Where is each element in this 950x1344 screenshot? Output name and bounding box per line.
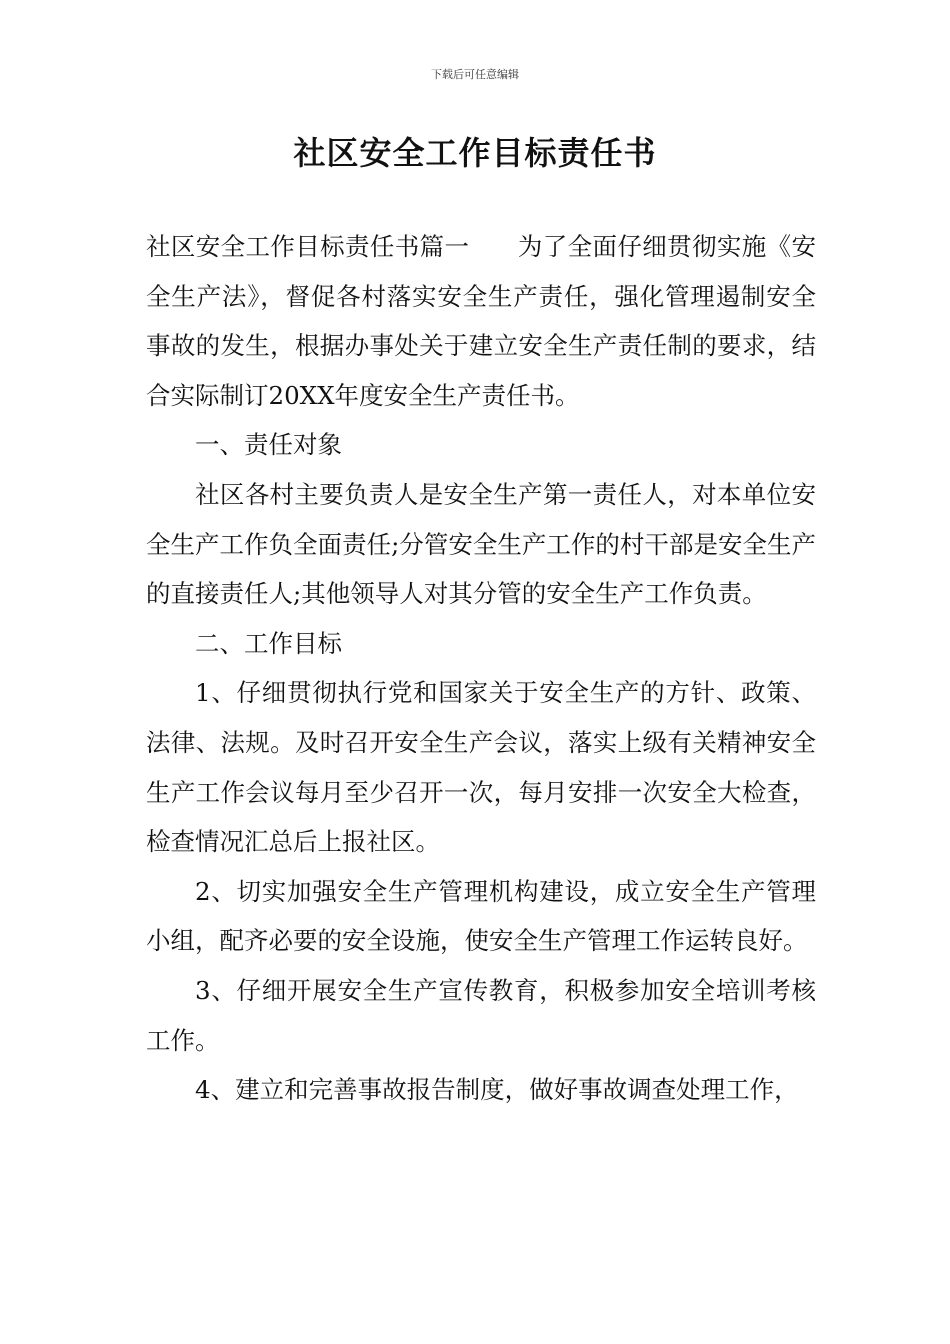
section-heading-goals: 二、工作目标 [195, 628, 342, 658]
section-heading-responsibility: 一、责任对象 [195, 430, 342, 460]
header-note: 下载后可任意编辑 [431, 68, 519, 81]
intro-lead: 社区安全工作目标责任书篇一 [146, 232, 470, 261]
document-title: 社区安全工作目标责任书 [293, 134, 657, 172]
document-body [146, 222, 816, 1115]
goal-item-1: 1、仔细贯彻执行党和国家关于安全生产的方针、政策、法律、法规。及时召开安全生产会议，落实上级有关精神安全生产工作会议每月至少召开一次，每月安排一次安全大检查，检查情况汇总后上报社区。 [146, 678, 816, 857]
goal-item-3: 3、仔细开展安全生产宣传教育，积极参加安全培训考核工作。 [146, 975, 816, 1055]
paragraph-responsibility: 社区各村主要负责人是安全生产第一责任人，对本单位安全生产工作负全面责任;分管安全生产工作的村干部是安全生产的直接责任人;其他领导人对其分管的安全生产工作负责。 [146, 479, 816, 609]
intro-text: 为了全面仔细贯彻实施《安全生产法》，督促各村落实安全生产责任，强化管理遏制安全事故的发生，根据办事处关于建立安全生产责任制的要求，结合实际制订20XX年度安全生产责任书。 [146, 232, 817, 410]
goal-item-2: 2、切实加强安全生产管理机构建设，成立安全生产管理小组，配齐必要的安全设施，使安全生产管理工作运转良好。 [146, 876, 816, 956]
goal-item-4: 4、建立和完善事故报告制度，做好事故调查处理工作， [195, 1075, 799, 1105]
intro-paragraph [146, 222, 816, 420]
